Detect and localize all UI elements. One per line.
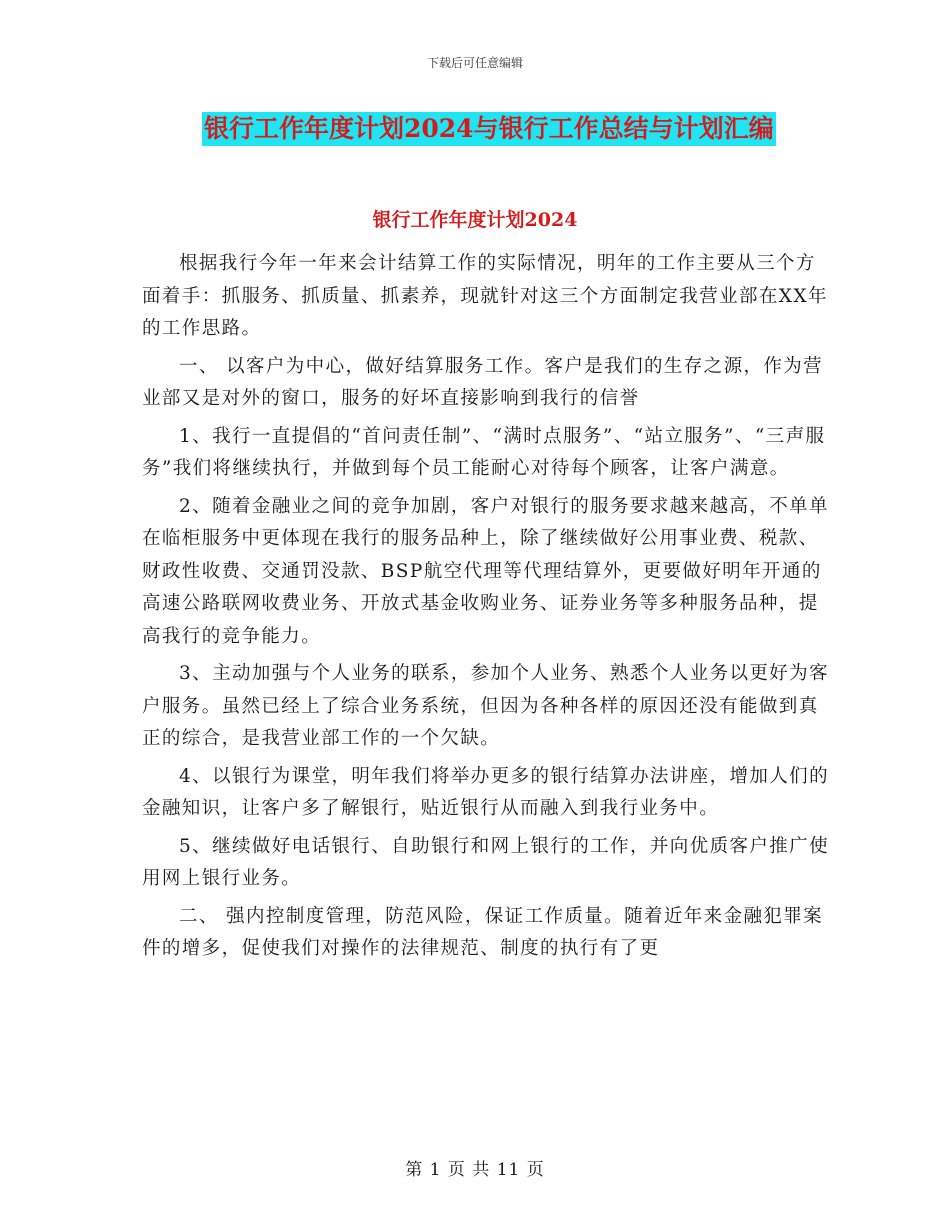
paragraph: 4、以银行为课堂，明年我们将举办更多的银行结算办法讲座，增加人们的金融知识，让客户多了解银行，贴近银行从而融入到我行业务中。 bbox=[142, 765, 829, 819]
paragraph: 3、主动加强与个人业务的联系，参加个人业务、熟悉个人业务以更好为客户服务。虽然已经上了综合业务系统，但因为各种各样的原因还没有能做到真正的综合，是我营业部工作的一个欠缺。 bbox=[142, 663, 829, 749]
document-title: 银行工作年度计划2024与银行工作总结与计划汇编 bbox=[202, 112, 776, 146]
paragraph: 二、 强内控制度管理，防范风险，保证工作质量。随着近年来金融犯罪案件的增多，促使我们对操作的法律规范、制度的执行有了更 bbox=[142, 905, 824, 959]
paragraph: 1、我行一直提倡的“首问责任制”、“满时点服务”、“站立服务”、“三声服务”我们将继续执行，并做到每个员工能耐心对待每个顾客，让客户满意。 bbox=[142, 425, 826, 479]
paragraph: 5、继续做好电话银行、自助银行和网上银行的工作，并向优质客户推广使用网上银行业务。 bbox=[142, 835, 829, 889]
document-body bbox=[142, 248, 832, 971]
paragraph: 根据我行今年一年来会计结算工作的实际情况，明年的工作主要从三个方面着手：抓服务、抓质量、抓素养，现就针对这三个方面制定我营业部在XX年的工作思路。 bbox=[142, 253, 828, 339]
header-note: 下载后可任意编辑 bbox=[426, 56, 523, 70]
page-number: 第 1 页 共 11 页 bbox=[405, 1160, 545, 1180]
paragraph: 一、 以客户为中心，做好结算服务工作。客户是我们的生存之源，作为营业部又是对外的窗口，服务的好坏直接影响到我行的信誉 bbox=[142, 355, 824, 409]
paragraph: 2、随着金融业之间的竞争加剧，客户对银行的服务要求越来越高，不单单在临柜服务中更体现在我行的服务品种上，除了继续做好公用事业费、税款、财政性收费、交通罚没款、BSP航空代理等代理结算外，更要做好明年开通的高速公路联网收费业务、开放式基金收购业务、证券业务等多种服务品种，提高我行的竞争能力。 bbox=[142, 495, 829, 647]
section-title: 银行工作年度计划2024 bbox=[372, 209, 578, 231]
